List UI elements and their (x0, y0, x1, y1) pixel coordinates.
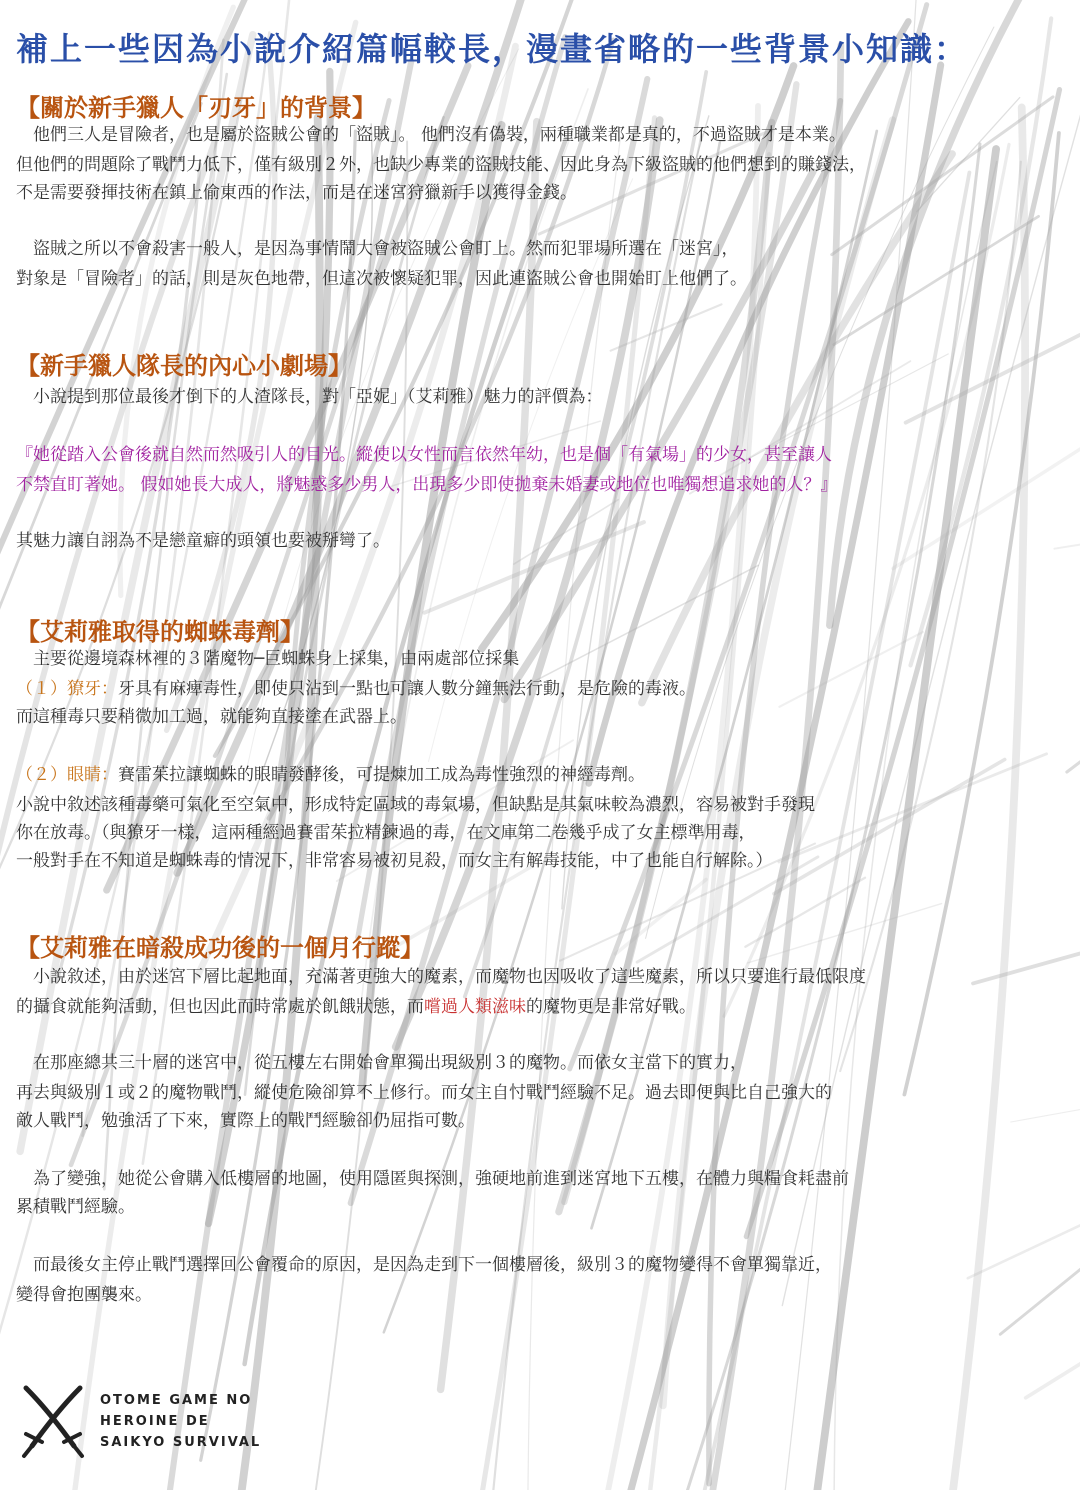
body-line: 而最後女主停止戰鬥選擇回公會覆命的原因，是因為走到下一個樓層後，級別３的魔物變得不會單獨靠近， (16, 1255, 832, 1275)
section-heading-blade-fang: 【關於新手獵人「刃牙」的背景】 (16, 94, 376, 122)
body-line: 盜賊之所以不會殺害一般人，是因為事情鬧大會被盜賊公會盯上。然而犯罪場所選在「迷宮」， (16, 239, 739, 259)
body-line: 敵人戰鬥，勉強活了下來，實際上的戰鬥經驗卻仍屈指可數。 (16, 1111, 475, 1131)
body-line: 在那座總共三十層的迷宮中，從五樓左右開始會單獨出現級別３的魔物。而依女主當下的實力， (16, 1053, 747, 1073)
body-line-highlight (16, 996, 696, 1018)
body-line: 不是需要發揮技術在鎮上偷東西的作法，而是在迷宮狩獵新手以獲得金錢。 (16, 183, 577, 203)
body-line: 你在放毒。（與獠牙一樣，這兩種經過賽雷茱拉精鍊過的毒，在文庫第二卷幾乎成了女主標準用毒， (16, 823, 756, 843)
body-line: 為了變強，她從公會購入低樓層的地圖，使用隱匿與探測，強硬地前進到迷宮地下五樓，在體力與糧食耗盡前 (16, 1169, 849, 1189)
body-text: 的魔物更是非常好戰。 (526, 997, 696, 1017)
quote-line: 『她從踏入公會後就自然而然吸引人的目光。縱使以女性而言依然年幼，也是個「有氣場」的少女，甚至讓人 (16, 445, 832, 465)
body-line: 累積戰鬥經驗。 (16, 1197, 135, 1217)
brand-line-3: SAIKYO SURVIVAL (100, 1435, 262, 1450)
fang-text: 牙具有麻痺毒性，即使只沾到一點也可讓人數分鐘無法行動，是危險的毒液。 (118, 679, 696, 699)
body-line: 小說中敘述該種毒藥可氣化至空氣中，形成特定區域的毒氣場，但缺點是其氣味較為濃烈，容易被對手發現 (16, 795, 815, 815)
body-line: 一般對手在不知道是蜘蛛毒的情況下，非常容易被初見殺，而女主有解毒技能，中了也能自行解除。） (16, 851, 773, 871)
brand-line-2: HEROINE DE (100, 1414, 210, 1429)
section-heading-month-whereabouts: 【艾莉雅在暗殺成功後的一個月行蹤】 (16, 934, 424, 962)
body-line: 而這種毒只要稍微加工過，就能夠直接塗在武器上。 (16, 707, 407, 727)
section-heading-captain-monologue: 【新手獵人隊長的內心小劇場】 (16, 352, 352, 380)
fang-label: （１）獠牙： (16, 679, 118, 699)
list-item-fang (16, 678, 696, 700)
series-brand (100, 1390, 261, 1453)
body-line: 變得會抱團襲來。 (16, 1285, 152, 1305)
body-text: 的攝食就能夠活動，但也因此而時常處於飢餓狀態，而 (16, 997, 424, 1017)
section-heading-spider-poison: 【艾莉雅取得的蜘蛛毒劑】 (16, 618, 304, 646)
brand-line-1: OTOME GAME NO (100, 1393, 253, 1408)
list-item-eyes (16, 764, 645, 786)
body-line: 小說提到那位最後才倒下的人渣隊長，對「亞妮」（艾莉雅）魅力的評價為： (16, 387, 603, 407)
body-line: 小說敘述，由於迷宮下層比起地面，充滿著更強大的魔素，而魔物也因吸收了這些魔素，所以只要進行最低限度 (16, 967, 866, 987)
body-line: 其魅力讓自詡為不是戀童癖的頭領也要被掰彎了。 (16, 531, 390, 551)
eyes-text: 賽雷茱拉讓蜘蛛的眼睛發酵後，可提煉加工成為毒性強烈的神經毒劑。 (118, 765, 645, 785)
body-line: 他們三人是冒險者，也是屬於盜賊公會的「盜賊」。 他們沒有偽裝，兩種職業都是真的，不過盜賊才是本業。 (16, 125, 846, 145)
page-title: 補上一些因為小說介紹篇幅較長，漫畫省略的一些背景小知識： (16, 30, 969, 68)
body-line: 主要從邊境森林裡的３階魔物─巨蜘蛛身上採集，由兩處部位採集 (16, 649, 520, 669)
quote-line: 不禁直盯著她。 假如她長大成人，將魅惑多少男人，出現多少即使拋棄未婚妻或地位也唯獨想追求她的人？』 (16, 475, 838, 495)
highlight-human-taste: 嚐過人類滋味 (424, 997, 526, 1017)
crossed-swords-icon (18, 1380, 88, 1460)
body-line: 但他們的問題除了戰鬥力低下，僅有級別２外，也缺少專業的盜賊技能、因此身為下級盜賊的他們想到的賺錢法， (16, 155, 866, 175)
body-line: 再去與級別１或２的魔物戰鬥，縱使危險卻算不上修行。而女主自忖戰鬥經驗不足。過去即便與比自己強大的 (16, 1083, 832, 1103)
eyes-label: （２）眼睛： (16, 765, 118, 785)
body-line: 對象是「冒險者」的話，則是灰色地帶，但這次被懷疑犯罪，因此連盜賊公會也開始盯上他們了。 (16, 269, 747, 289)
